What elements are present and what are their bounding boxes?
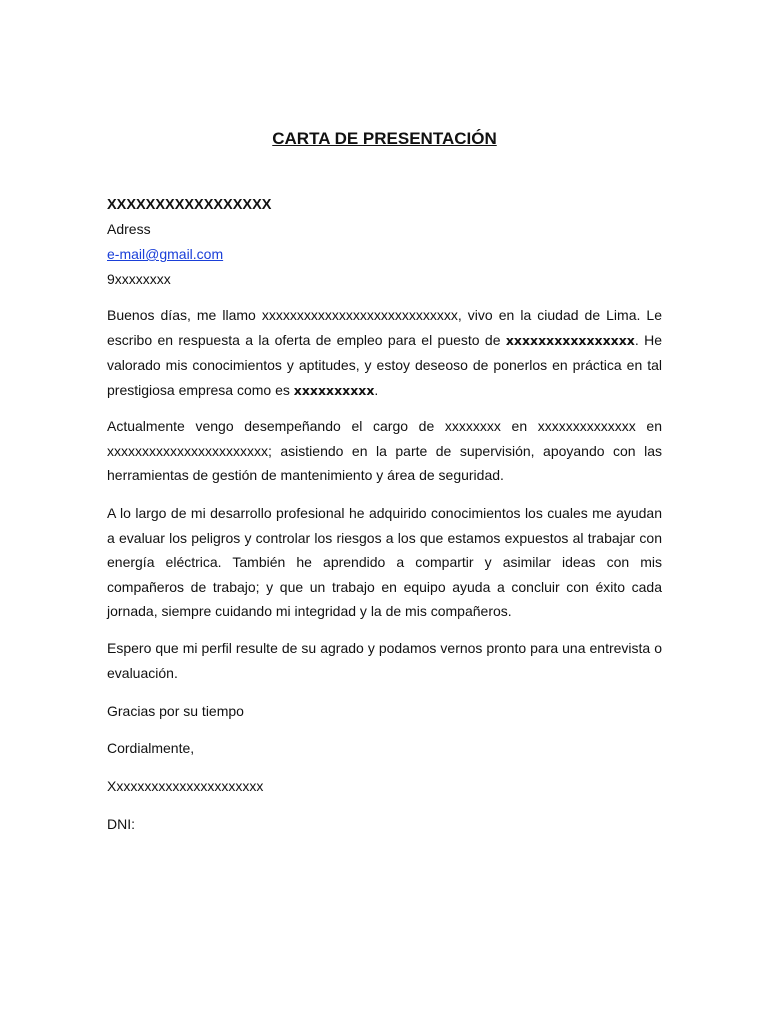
paragraph-intro: Buenos días, me llamo xxxxxxxxxxxxxxxxxxxxxxxxxxxx, vivo en la ciudad de Lima. Le escribo en respuesta a la oferta de empleo para el puesto de xxxxxxxxxxxxxxxx. He valorado mis conocimientos y aptitudes, y estoy deseoso de ponerlos en práctica en tal prestigiosa empresa como es xxxxxxxxxx. <box>107 307 662 398</box>
sender-email-link[interactable] <box>107 244 223 264</box>
letter-title: CARTA DE PRESENTACIÓN <box>272 129 497 148</box>
paragraph-experience: A lo largo de mi desarrollo profesional he adquirido conocimientos los cuales me ayudan a evaluar los peligros y controlar los riesgos a los que estamos expuestos al trabajar con energía eléctrica. También he aprendido a compartir y asimilar ideas con mis compañeros de trabajo; y que un trabajo en equipo ayuda a concluir con éxito cada jornada, siempre cuidando mi integridad y la de mis compañeros. <box>107 505 662 619</box>
dni-label: DNI: <box>107 816 135 832</box>
sender-phone: 9xxxxxxxx <box>107 271 171 287</box>
closing-thanks: Gracias por su tiempo <box>107 703 244 719</box>
company-placeholder: xxxxxxxxxx <box>293 382 375 398</box>
position-placeholder: xxxxxxxxxxxxxxxx <box>505 332 635 348</box>
sender-name: XXXXXXXXXXXXXXXXX <box>107 197 272 213</box>
paragraph-current-role: Actualmente vengo desempeñando el cargo de xxxxxxxx en xxxxxxxxxxxxxx en xxxxxxxxxxxxxxxxxxxxxxx; asistiendo en la parte de supervisión, apoyando con las herramientas de gestión de mantenimiento y área de seguridad. <box>107 418 662 483</box>
paragraph-closing: Espero que mi perfil resulte de su agrado y podamos vernos pronto para una entrevista o evaluación. <box>107 640 662 681</box>
sender-address: Adress <box>107 221 151 237</box>
signature-name: Xxxxxxxxxxxxxxxxxxxxxx <box>107 778 264 794</box>
closing-regards: Cordialmente, <box>107 740 195 756</box>
email-link-text[interactable]: e-mail@gmail.com <box>107 246 224 262</box>
